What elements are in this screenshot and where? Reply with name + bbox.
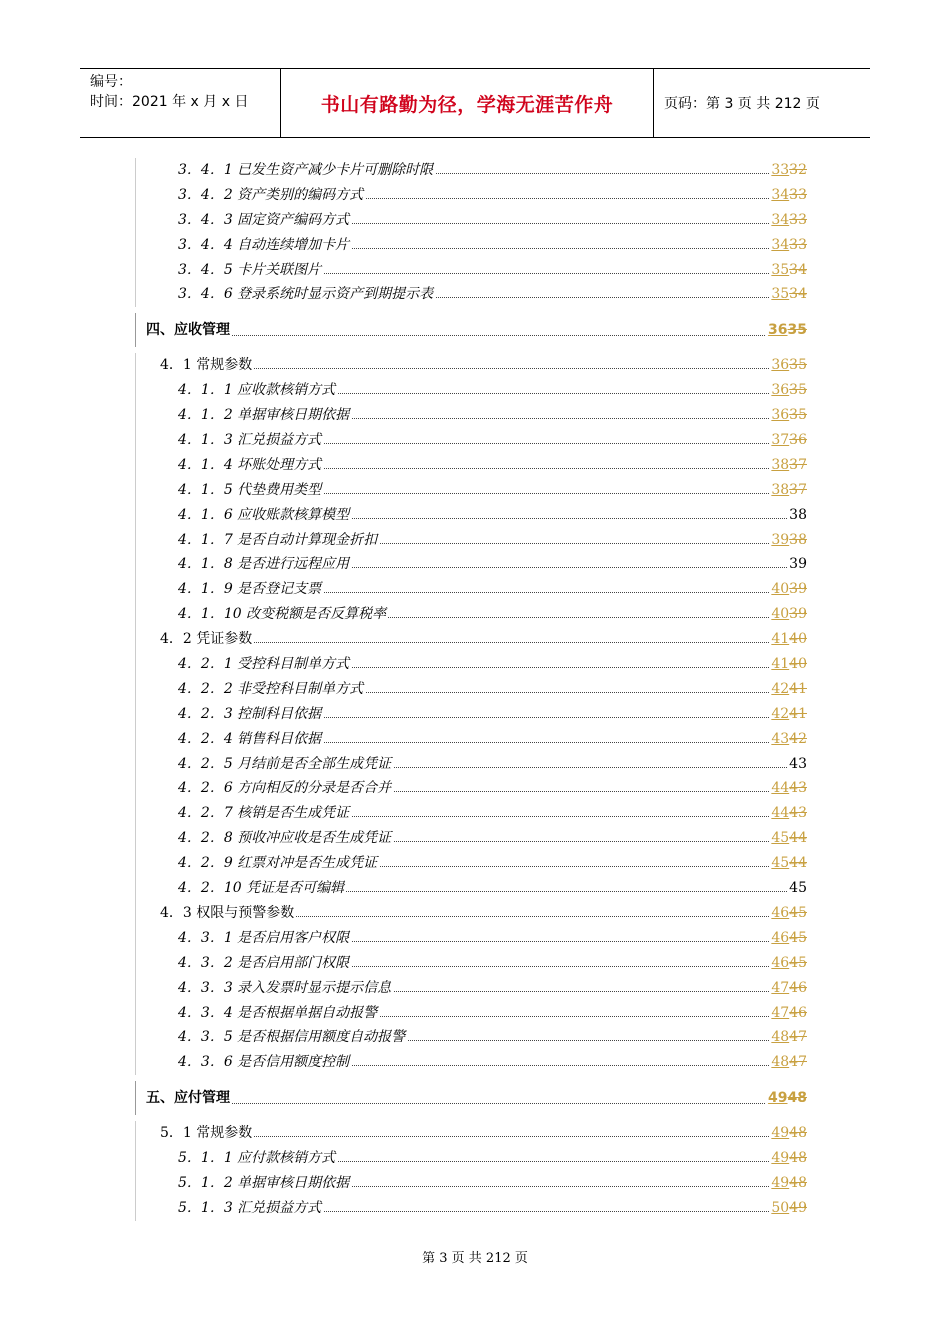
toc-entry[interactable] bbox=[135, 677, 807, 702]
page-number-inserted: 36 bbox=[771, 382, 790, 399]
toc-page-number bbox=[769, 976, 807, 1001]
toc-page-number bbox=[769, 901, 807, 926]
toc-page-number bbox=[769, 851, 807, 876]
page-number-inserted: 42 bbox=[771, 680, 790, 697]
toc-page-number bbox=[787, 876, 807, 901]
toc-entry-title: 4．2．3 控制科目依据 bbox=[136, 702, 323, 727]
toc-entry-title: 3．4．3 固定资产编码方式 bbox=[136, 208, 351, 233]
toc-page-number bbox=[769, 378, 807, 403]
toc-page-number bbox=[769, 353, 807, 378]
toc-page-number bbox=[769, 478, 807, 503]
toc-page-number bbox=[769, 403, 807, 428]
toc-entry[interactable] bbox=[135, 752, 807, 777]
toc-chapter-entry[interactable] bbox=[135, 313, 807, 347]
toc-page-number bbox=[769, 1171, 807, 1196]
toc-entry-title: 5．1．2 单据审核日期依据 bbox=[136, 1171, 351, 1196]
toc-page-number bbox=[769, 627, 807, 652]
toc-page-number bbox=[769, 282, 807, 307]
page-number-inserted: 39 bbox=[771, 531, 790, 548]
toc-entry[interactable] bbox=[135, 727, 807, 752]
toc-page-number bbox=[769, 1146, 807, 1171]
toc-entry[interactable] bbox=[135, 158, 807, 183]
toc-entry-title: 4．1．9 是否登记支票 bbox=[136, 577, 323, 602]
toc-page-number bbox=[787, 552, 807, 577]
toc-entry[interactable] bbox=[135, 627, 807, 652]
page-number-inserted: 38 bbox=[771, 481, 790, 498]
page-number-inserted: 47 bbox=[771, 979, 790, 996]
toc-page-number bbox=[769, 602, 807, 627]
toc-entry-title: 4．3．1 是否启用客户权限 bbox=[136, 926, 351, 951]
toc-entry-title: 4．1．3 汇兑损益方式 bbox=[136, 428, 323, 453]
page-number-deleted: 35 bbox=[789, 382, 807, 399]
page-number-deleted: 48 bbox=[789, 1125, 807, 1142]
page-number-deleted: 48 bbox=[789, 1174, 807, 1191]
toc-entry-title: 4．1．6 应收账款核算模型 bbox=[136, 503, 351, 528]
toc-entry-title: 4．2．10 凭证是否可编辑 bbox=[136, 876, 346, 901]
page-number-inserted: 47 bbox=[771, 1004, 790, 1021]
toc-entry-title: 4．1．2 单据审核日期依据 bbox=[136, 403, 351, 428]
toc-entry[interactable] bbox=[135, 353, 807, 378]
toc-entry-title: 4．1．1 应收款核销方式 bbox=[136, 378, 337, 403]
page-number-inserted: 46 bbox=[771, 929, 790, 946]
page-number-deleted: 35 bbox=[789, 407, 807, 424]
toc-page-number bbox=[769, 258, 807, 283]
page-number-inserted: 41 bbox=[771, 631, 790, 648]
page-number-deleted: 47 bbox=[789, 1054, 807, 1071]
page-number-deleted: 32 bbox=[789, 162, 807, 178]
page-number-inserted: 40 bbox=[771, 606, 790, 623]
toc-entry[interactable] bbox=[135, 378, 807, 403]
toc-entry-title: 4．1．10 改变税额是否反算税率 bbox=[136, 602, 388, 627]
page-number-deleted: 37 bbox=[789, 481, 807, 498]
page-number-inserted: 49 bbox=[771, 1125, 790, 1142]
toc-entry[interactable] bbox=[135, 577, 807, 602]
toc-entry[interactable] bbox=[135, 503, 807, 528]
toc-entry-title: 3．4．1 已发生资产减少卡片可删除时限 bbox=[136, 158, 435, 183]
toc-entry[interactable] bbox=[135, 1171, 807, 1196]
toc-entry[interactable] bbox=[135, 1001, 807, 1026]
page-number-deleted: 35 bbox=[787, 322, 807, 339]
toc-entry[interactable] bbox=[135, 1146, 807, 1171]
toc-page-number bbox=[769, 577, 807, 602]
toc-entry[interactable] bbox=[135, 776, 807, 801]
toc-entry[interactable] bbox=[135, 951, 807, 976]
page-number-deleted: 43 bbox=[789, 780, 807, 797]
page-number-plain: 38 bbox=[789, 506, 807, 523]
page-number-deleted: 43 bbox=[789, 805, 807, 822]
toc-page-number bbox=[769, 528, 807, 553]
toc-page-number bbox=[769, 702, 807, 727]
page-number-inserted: 34 bbox=[771, 236, 790, 253]
toc-page-number bbox=[769, 453, 807, 478]
toc-entry-title: 3．4．2 资产类别的编码方式 bbox=[136, 183, 365, 208]
toc-page-number bbox=[766, 1081, 807, 1115]
page-number-deleted: 48 bbox=[789, 1150, 807, 1167]
page-number-inserted: 38 bbox=[771, 456, 790, 473]
page-number-deleted: 45 bbox=[789, 954, 807, 971]
dot-leader bbox=[136, 1103, 807, 1104]
motto: 书山有路勤为径，学海无涯苦作舟 bbox=[280, 69, 654, 137]
toc-entry-title: 3．4．4 自动连续增加卡片 bbox=[136, 233, 351, 258]
page-number-deleted: 33 bbox=[789, 236, 807, 253]
toc-entry-title: 4．2．7 核销是否生成凭证 bbox=[136, 801, 351, 826]
page-number-deleted: 41 bbox=[789, 705, 807, 722]
toc-entry[interactable] bbox=[135, 801, 807, 826]
toc-page-number bbox=[769, 776, 807, 801]
toc-entry[interactable] bbox=[135, 851, 807, 876]
toc-page-number bbox=[769, 1001, 807, 1026]
page-number-deleted: 44 bbox=[789, 855, 807, 872]
page-number-deleted: 46 bbox=[789, 1004, 807, 1021]
page-number-inserted: 50 bbox=[771, 1199, 790, 1216]
toc-page-number bbox=[769, 801, 807, 826]
toc-entry-title: 4．3．4 是否根据单据自动报警 bbox=[136, 1001, 379, 1026]
page-number-deleted: 34 bbox=[789, 286, 807, 303]
toc-entry-title: 4．3．5 是否根据信用额度自动报警 bbox=[136, 1025, 407, 1050]
page-number-inserted: 34 bbox=[771, 186, 790, 203]
toc-entry-title: 4．2．1 受控科目制单方式 bbox=[136, 652, 351, 677]
toc-entry[interactable] bbox=[135, 652, 807, 677]
toc-page-number bbox=[769, 1121, 807, 1146]
page-number-deleted: 48 bbox=[787, 1090, 807, 1107]
page-number-deleted: 41 bbox=[789, 680, 807, 697]
toc-page-number bbox=[769, 652, 807, 677]
page-number-plain: 43 bbox=[789, 755, 807, 772]
toc-chapter-entry[interactable] bbox=[135, 1081, 807, 1115]
toc-entry-title: 4．2 凭证参数 bbox=[136, 627, 254, 652]
page-number-deleted: 46 bbox=[789, 979, 807, 996]
toc-page-number bbox=[769, 183, 807, 208]
toc-entry-title: 4．1．7 是否自动计算现金折扣 bbox=[136, 528, 379, 553]
toc-entry[interactable] bbox=[135, 428, 807, 453]
page-number-inserted: 45 bbox=[771, 855, 790, 872]
page-header bbox=[80, 68, 870, 138]
page-number-inserted: 36 bbox=[771, 357, 790, 374]
toc-page-number bbox=[769, 727, 807, 752]
page-number-deleted: 45 bbox=[789, 904, 807, 921]
page-number-deleted: 33 bbox=[789, 211, 807, 228]
time-label: 时间：2021 年 x 月 x 日 bbox=[90, 94, 249, 110]
toc-entry[interactable] bbox=[135, 976, 807, 1001]
page-number-inserted: 37 bbox=[771, 432, 790, 449]
page-info: 页码：第 3 页 共 212 页 bbox=[664, 96, 820, 112]
toc-entry[interactable] bbox=[135, 602, 807, 627]
toc-entry[interactable] bbox=[135, 453, 807, 478]
toc-entry-title: 4．2．6 方向相反的分录是否合并 bbox=[136, 776, 393, 801]
toc-entry[interactable] bbox=[135, 1025, 807, 1050]
page-number-inserted: 46 bbox=[771, 904, 790, 921]
toc-entry[interactable] bbox=[135, 876, 807, 901]
toc-page-number bbox=[769, 826, 807, 851]
page-number-inserted: 45 bbox=[771, 830, 790, 847]
toc-entry[interactable] bbox=[135, 403, 807, 428]
page-number-deleted: 39 bbox=[789, 581, 807, 598]
page-number-deleted: 37 bbox=[789, 456, 807, 473]
page-number-deleted: 35 bbox=[789, 357, 807, 374]
page-number-inserted: 49 bbox=[771, 1150, 790, 1167]
toc-entry[interactable] bbox=[135, 183, 807, 208]
toc-entry-title: 4．3．6 是否信用额度控制 bbox=[136, 1050, 351, 1075]
page-number-inserted: 48 bbox=[771, 1029, 790, 1046]
page-number-inserted: 35 bbox=[771, 261, 790, 278]
page-number-plain: 45 bbox=[789, 880, 807, 897]
page-number-inserted: 46 bbox=[771, 954, 790, 971]
toc-page-number bbox=[769, 208, 807, 233]
toc-entry[interactable] bbox=[135, 208, 807, 233]
page-number-deleted: 34 bbox=[789, 261, 807, 278]
toc-page-number bbox=[769, 951, 807, 976]
page-footer: 第 3 页 共 212 页 bbox=[422, 1251, 528, 1266]
toc-page-number bbox=[787, 752, 807, 777]
toc-entry[interactable] bbox=[135, 702, 807, 727]
toc-page-number bbox=[769, 1025, 807, 1050]
toc-entry-title: 5．1 常规参数 bbox=[136, 1121, 254, 1146]
toc-entry[interactable] bbox=[135, 926, 807, 951]
toc-entry-title: 4．2．9 红票对冲是否生成凭证 bbox=[136, 851, 379, 876]
toc-entry[interactable] bbox=[135, 901, 807, 926]
toc-entry-title: 3．4．5 卡片关联图片 bbox=[136, 258, 323, 283]
toc-entry-title: 3．4．6 登录系统时显示资产到期提示表 bbox=[136, 282, 435, 307]
toc-page-number bbox=[769, 926, 807, 951]
toc-entry-title: 4．2．4 销售科目依据 bbox=[136, 727, 323, 752]
toc-entry[interactable] bbox=[135, 1196, 807, 1221]
toc-entry-title: 4．3．2 是否启用部门权限 bbox=[136, 951, 351, 976]
number-label: 编号： bbox=[90, 74, 132, 90]
dot-leader bbox=[136, 335, 807, 336]
header-left-cell bbox=[80, 69, 280, 137]
toc-page-number bbox=[769, 158, 807, 183]
page-number-inserted: 36 bbox=[768, 322, 788, 339]
page-number-inserted: 43 bbox=[771, 730, 790, 747]
toc-entry-title: 4．1．5 代垫费用类型 bbox=[136, 478, 323, 503]
page-number-inserted: 40 bbox=[771, 581, 790, 598]
toc-page-number bbox=[769, 677, 807, 702]
toc-entry-title: 4．2．2 非受控科目制单方式 bbox=[136, 677, 365, 702]
page-number-deleted: 38 bbox=[789, 531, 807, 548]
page-number-deleted: 44 bbox=[789, 830, 807, 847]
toc-entry-title: 4．2．5 月结前是否全部生成凭证 bbox=[136, 752, 393, 777]
page-number-deleted: 39 bbox=[789, 606, 807, 623]
page-number-inserted: 35 bbox=[771, 286, 790, 303]
toc-entry-title: 4．1 常规参数 bbox=[136, 353, 254, 378]
page-number-inserted: 33 bbox=[771, 162, 790, 178]
page-number-inserted: 48 bbox=[771, 1054, 790, 1071]
toc-entry-title: 5．1．1 应付款核销方式 bbox=[136, 1146, 337, 1171]
page-number-deleted: 49 bbox=[789, 1199, 807, 1216]
page-number-deleted: 42 bbox=[789, 730, 807, 747]
toc-entry-title: 四、应收管理 bbox=[136, 313, 232, 347]
toc-entry-title: 4．3 权限与预警参数 bbox=[136, 901, 296, 926]
page-number-deleted: 40 bbox=[789, 656, 807, 673]
page-number-plain: 39 bbox=[789, 556, 807, 573]
toc-page-number bbox=[769, 1050, 807, 1075]
page-number-inserted: 42 bbox=[771, 705, 790, 722]
toc-page-number bbox=[766, 313, 807, 347]
table-of-contents bbox=[135, 158, 807, 1221]
page-number-inserted: 44 bbox=[771, 780, 790, 797]
toc-entry[interactable] bbox=[135, 826, 807, 851]
page-number-deleted: 36 bbox=[789, 432, 807, 449]
page-number-inserted: 34 bbox=[771, 211, 790, 228]
toc-entry[interactable] bbox=[135, 528, 807, 553]
toc-page-number bbox=[769, 1196, 807, 1221]
page-number-inserted: 44 bbox=[771, 805, 790, 822]
toc-entry[interactable] bbox=[135, 233, 807, 258]
page-number-deleted: 40 bbox=[789, 631, 807, 648]
toc-entry-title: 4．1．8 是否进行远程应用 bbox=[136, 552, 351, 577]
page-number-inserted: 49 bbox=[771, 1174, 790, 1191]
toc-entry-title: 4．2．8 预收冲应收是否生成凭证 bbox=[136, 826, 393, 851]
page-number-deleted: 47 bbox=[789, 1029, 807, 1046]
page-number-deleted: 33 bbox=[789, 186, 807, 203]
toc-entry[interactable] bbox=[135, 258, 807, 283]
toc-page-number bbox=[769, 428, 807, 453]
toc-entry[interactable] bbox=[135, 1050, 807, 1075]
toc-entry-title: 五、应付管理 bbox=[136, 1081, 232, 1115]
toc-entry[interactable] bbox=[135, 1121, 807, 1146]
toc-page-number bbox=[787, 503, 807, 528]
page-number-deleted: 45 bbox=[789, 929, 807, 946]
page-number-inserted: 49 bbox=[768, 1090, 788, 1107]
toc-entry-title: 4．3．3 录入发票时显示提示信息 bbox=[136, 976, 393, 1001]
toc-entry-title: 5．1．3 汇兑损益方式 bbox=[136, 1196, 323, 1221]
toc-entry-title: 4．1．4 坏账处理方式 bbox=[136, 453, 323, 478]
toc-entry[interactable] bbox=[135, 282, 807, 307]
toc-entry[interactable] bbox=[135, 552, 807, 577]
page-number-inserted: 36 bbox=[771, 407, 790, 424]
page-number-inserted: 41 bbox=[771, 656, 790, 673]
toc-page-number bbox=[769, 233, 807, 258]
toc-entry[interactable] bbox=[135, 478, 807, 503]
